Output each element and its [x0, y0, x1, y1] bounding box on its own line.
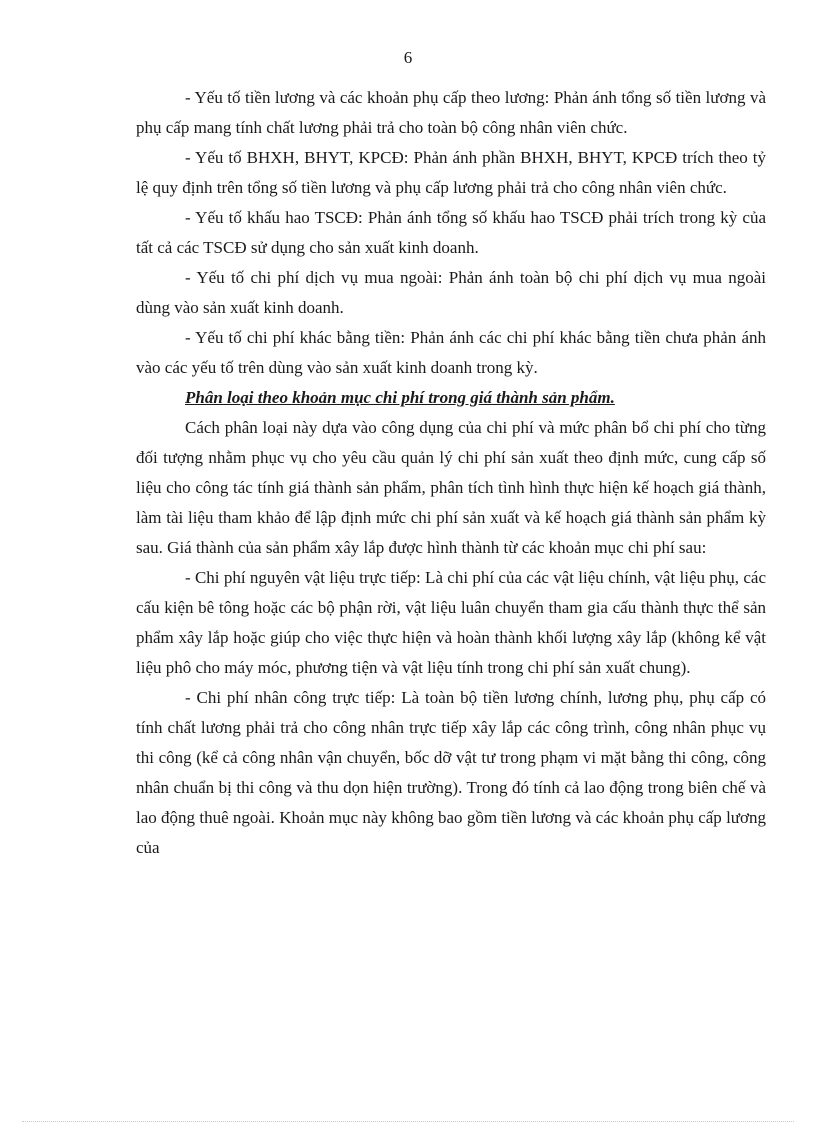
- section-heading: [136, 383, 766, 413]
- paragraph-other-cash-costs: - Yếu tố chi phí khác bằng tiền: Phản ánh các chi phí khác bằng tiền chưa phản ánh vào các yếu tố trên dùng vào sản xuất kinh doanh trong kỳ.: [136, 328, 766, 377]
- document-body: [136, 83, 766, 863]
- paragraph-direct-materials: - Chi phí nguyên vật liệu trực tiếp: Là chi phí của các vật liệu chính, vật liệu phụ, các cấu kiện bê tông hoặc các bộ phận rời, vật liệu luân chuyển tham gia cấu thành thực thể sản phẩm xây lắp hoặc giúp cho việc thực hiện và hoàn thành khối lượng xây lắp (không kể vật liệu phô cho máy móc, phương tiện và vật liệu tính trong chi phí sản xuất chung).: [136, 568, 766, 677]
- paragraph-depreciation: - Yếu tố khấu hao TSCĐ: Phản ánh tổng số khấu hao TSCĐ phải trích trong kỳ của tất cả các TSCĐ sử dụng cho sản xuất kinh doanh.: [136, 208, 766, 257]
- page-bottom-rule: [22, 1121, 794, 1122]
- paragraph-outsourced-services: - Yếu tố chi phí dịch vụ mua ngoài: Phản ánh toàn bộ chi phí dịch vụ mua ngoài dùng vào sản xuất kinh doanh.: [136, 268, 766, 317]
- section-heading-text: Phân loại theo khoản mục chi phí trong giá thành sản phẩm.: [185, 388, 615, 407]
- page-number: 6: [403, 48, 413, 67]
- paragraph-labor-cost: - Yếu tố tiền lương và các khoản phụ cấp theo lương: Phản ánh tổng số tiền lương và phụ cấp mang tính chất lương phải trả cho toàn bộ công nhân viên chức.: [136, 88, 766, 137]
- paragraph-direct-labor: - Chi phí nhân công trực tiếp: Là toàn bộ tiền lương chính, lương phụ, phụ cấp có tính chất lương phải trả cho công nhân trực tiếp xây lắp các công trình, công nhân phục vụ thi công (kể cả công nhân vận chuyển, bốc dỡ vật tư trong phạm vi mặt bằng thi công, công nhân chuẩn bị thi công và thu dọn hiện trường). Trong đó tính cả lao động trong biên chế và lao động thuê ngoài. Khoản mục này không bao gồm tiền lương và các khoản phụ cấp lương của: [136, 688, 766, 857]
- paragraph-classification-intro: Cách phân loại này dựa vào công dụng của chi phí và mức phân bổ chi phí cho từng đối tượng nhằm phục vụ cho yêu cầu quản lý chi phí sản xuất theo định mức, cung cấp số liệu cho công tác tính giá thành sản phẩm, phân tích tình hình thực hiện kế hoạch giá thành, làm tài liệu tham khảo để lập định mức chi phí sản xuất và kế hoạch giá thành sản phẩm kỳ sau. Giá thành của sản phẩm xây lắp được hình thành từ các khoản mục chi phí sau:: [136, 418, 766, 557]
- paragraph-insurance: - Yếu tố BHXH, BHYT, KPCĐ: Phản ánh phần BHXH, BHYT, KPCĐ trích theo tỷ lệ quy định trên tổng số tiền lương và phụ cấp lương phải trả cho công nhân viên chức.: [136, 148, 766, 197]
